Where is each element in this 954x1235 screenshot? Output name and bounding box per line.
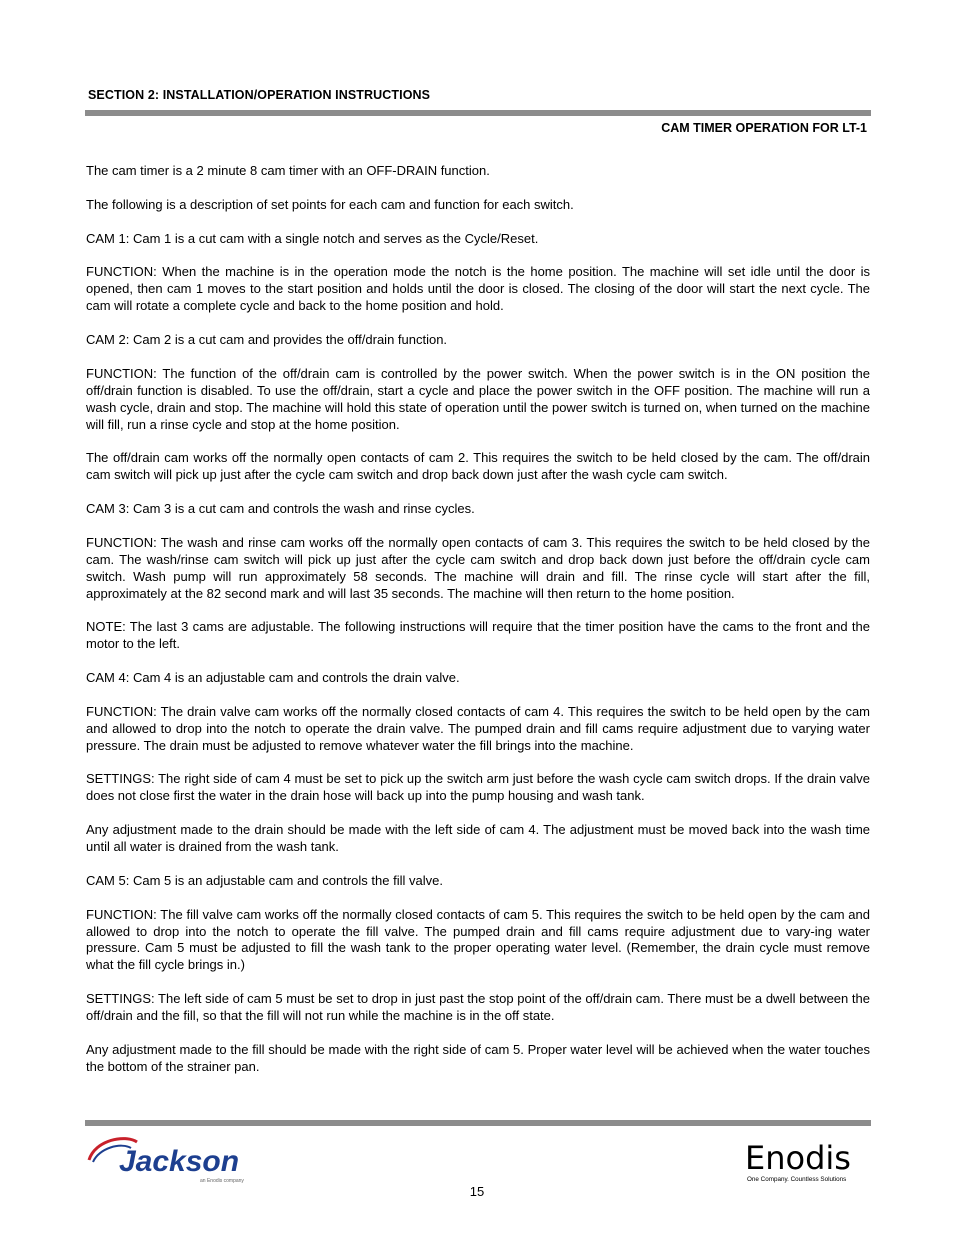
header-rule — [85, 110, 871, 116]
paragraph: CAM 3: Cam 3 is a cut cam and controls the wash and rinse cycles. — [86, 501, 475, 517]
jackson-logo-tagline: an Enodis company — [200, 1178, 244, 1184]
enodis-logo — [745, 1135, 875, 1185]
paragraph: NOTE: The last 3 cams are adjustable. The following instructions will require that the timer position have the cams to the front and the motor to the left. — [86, 619, 870, 652]
footer-rule — [85, 1120, 871, 1126]
paragraph: The cam timer is a 2 minute 8 cam timer with an OFF-DRAIN function. — [86, 163, 490, 178]
page-subtitle: CAM TIMER OPERATION FOR LT-1 — [661, 121, 867, 135]
section-title: SECTION 2: INSTALLATION/OPERATION INSTRUCTIONS — [88, 88, 431, 102]
paragraph: CAM 4: Cam 4 is an adjustable cam and controls the drain valve. — [86, 670, 460, 686]
paragraph: The off/drain cam works off the normally open contacts of cam 2. This requires the switch to be held closed by the cam. The off/drain cam switch will pick up just after the cycle cam switch and drop back down just after the wash cycle cam switch. — [86, 450, 870, 483]
paragraph: FUNCTION: When the machine is in the operation mode the notch is the home position. The machine will set idle until the door is opened, then cam 1 moves to the start position and holds until the door is closed. The closing of the door will start the next cycle. The cam will rotate a complete cycle and back to the home position and hold. — [86, 264, 870, 314]
paragraph: SETTINGS: The right side of cam 4 must be set to pick up the switch arm just before the wash cycle cam switch drops. If the drain valve does not close first the water in the drain hose will back up into the pump housing and wash tank. — [86, 771, 870, 804]
enodis-logo-tagline: One Company. Countless Solutions — [747, 1176, 847, 1183]
paragraph: FUNCTION: The function of the off/drain cam is controlled by the power switch. When the power switch is in the ON position the off/drain function is disabled. To use the off/drain, start a cycle and place the power switch in the OFF position. The machine will run a wash cycle, drain and stop. The machine will hold this state of operation until the power switch is turned on, when turned on the machine will fill, run a rinse cycle and stop at the home position. — [86, 365, 870, 432]
paragraph: CAM 2: Cam 2 is a cut cam and provides the off/drain function. — [86, 332, 448, 347]
paragraph: FUNCTION: The drain valve cam works off the normally closed contacts of cam 4. This requires the switch to be held open by the cam and allowed to drop into the notch to operate the drain valve. The pumped drain and fill cams require adjustment due to varying water pressure. The drain must be adjusted to remove whatever water the fill brings into the machine. — [86, 703, 870, 753]
paragraph: SETTINGS: The left side of cam 5 must be set to drop in just past the stop point of the off/drain cam. There must be a dwell between the off/drain and the fill, so that the fill will not run while the machine is in the off state. — [86, 991, 870, 1024]
paragraph: Any adjustment made to the fill should be made with the right side of cam 5. Proper water level will be achieved when the water touches the bottom of the strainer pan. — [86, 1041, 870, 1074]
page-number: 15 — [469, 1184, 485, 1199]
paragraph: The following is a description of set points for each cam and function for each switch. — [86, 196, 574, 212]
jackson-logo-text: Jackson — [119, 1145, 240, 1178]
paragraph: CAM 1: Cam 1 is a cut cam with a single notch and serves as the Cycle/Reset. — [86, 230, 539, 246]
enodis-logo-text: Enodis — [745, 1139, 851, 1177]
paragraph: FUNCTION: The fill valve cam works off the normally closed contacts of cam 5. This requires the switch to be held open by the cam and allowed to drop into the notch to operate the fill valve. The pumped drain and fill cams require adjustment due to vary-ing water pressure. Cam 5 must be adjusted to fill the wash tank to the proper operating water level. (Remember, the drain cycle must remove what the fill cycle brings in.) — [86, 906, 870, 973]
paragraph: CAM 5: Cam 5 is an adjustable cam and controls the fill valve. — [86, 872, 443, 888]
jackson-logo — [85, 1130, 265, 1185]
paragraph: FUNCTION: The wash and rinse cam works off the normally open contacts of cam 3. This requires the switch to be held closed by the cam. The wash/rinse cam switch will pick up just after the cycle cam switch and drop back down just before the off/drain cycle cam switch. Wash pump will run approximately 58 seconds. The machine will drain and fill. The rinse cycle will start after the fill, approximately at the 82 second mark and will last 35 seconds. The machine will then return to the home position. — [86, 534, 870, 601]
paragraph: Any adjustment made to the drain should be made with the left side of cam 4. The adjustment must be moved back into the wash time until all water is drained from the wash tank. — [86, 822, 870, 855]
body-text — [86, 163, 870, 1093]
